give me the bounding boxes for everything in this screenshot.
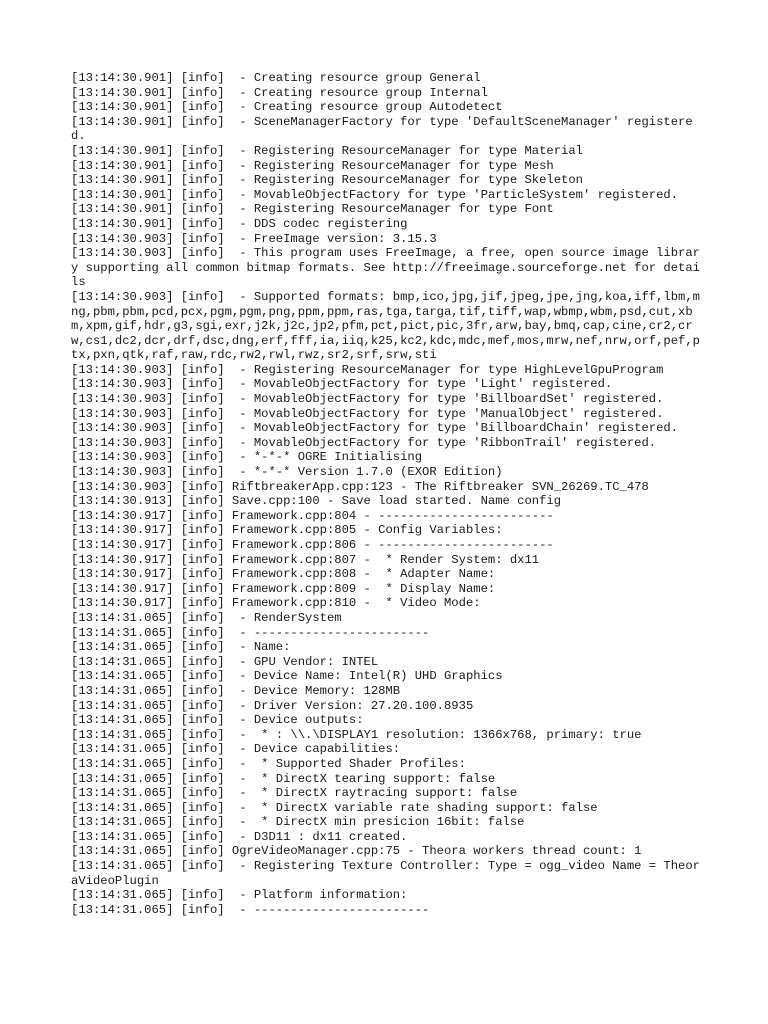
- log-line: [13:14:30.901] [info] - Registering ResourceManager for type Skeleton: [71, 173, 583, 188]
- log-line: [13:14:30.917] [info] Framework.cpp:810 - * Video Mode:: [71, 596, 481, 611]
- log-line: [13:14:30.901] [info] - Registering ResourceManager for type Mesh: [71, 158, 554, 173]
- log-line: [13:14:30.903] [info] - MovableObjectFactory for type 'ManualObject' registered.: [71, 406, 664, 421]
- log-line: [13:14:31.065] [info] OgreVideoManager.cpp:75 - Theora workers thread count: 1: [71, 844, 642, 859]
- log-line: [13:14:31.065] [info] - Device Name: Intel(R) UHD Graphics: [71, 669, 503, 684]
- log-line: [13:14:31.065] [info] - D3D11 : dx11 created.: [71, 829, 408, 844]
- log-page: [71, 71, 701, 917]
- log-line: [13:14:30.917] [info] Framework.cpp:805 - Config Variables:: [71, 523, 503, 538]
- log-line: [13:14:30.913] [info] Save.cpp:100 - Save load started. Name config: [71, 494, 562, 509]
- log-line: [13:14:30.901] [info] - Registering ResourceManager for type Font: [71, 202, 554, 217]
- log-line: [13:14:30.903] [info] - MovableObjectFactory for type 'BillboardSet' registered.: [71, 392, 664, 407]
- log-line: [13:14:31.065] [info] - ------------------------: [71, 902, 430, 917]
- log-line: [13:14:30.901] [info] - Creating resource group Autodetect: [71, 100, 503, 115]
- log-line: [13:14:31.065] [info] - * DirectX variable rate shading support: false: [71, 800, 598, 815]
- log-line: [13:14:30.903] [info] - MovableObjectFactory for type 'BillboardChain' registered.: [71, 421, 679, 436]
- log-line: [13:14:30.903] [info] - Supported formats: bmp,ico,jpg,jif,jpeg,jpe,jng,koa,iff,lbm,mng,pbm,pbm,pcd,pcx,pgm,pgm,png,ppm,ppm,ras,tga,targa,tif,tiff,wap,wbmp,wbm,psd,cut,xbm,xpm,gif,hdr,g3,sgi,exr,j2k,j2c,jp2,pfm,pct,pict,pic,3fr,arw,bay,bmq,cap,cine,cr2,crw,cs1,dc2,dcr,drf,dsc,dng,erf,fff,ia,iiq,k25,kc2,kdc,mdc,mef,mos,mrw,nef,nrw,orf,pef,ptx,pxn,qtk,raf,raw,rdc,rw2,rwl,rwz,sr2,srf,srw,sti: [71, 289, 700, 363]
- log-line: [13:14:30.903] [info] - MovableObjectFactory for type 'RibbonTrail' registered.: [71, 435, 657, 450]
- log-line: [13:14:31.065] [info] - Platform information:: [71, 888, 408, 903]
- log-line: [13:14:31.065] [info] - * DirectX tearing support: false: [71, 771, 496, 786]
- log-line: [13:14:31.065] [info] - Device Memory: 128MB: [71, 683, 401, 698]
- log-line: [13:14:30.903] [info] - *-*-* Version 1.7.0 (EXOR Edition): [71, 465, 503, 480]
- log-line: [13:14:31.065] [info] - GPU Vendor: INTEL: [71, 654, 379, 669]
- log-line: [13:14:31.065] [info] - * DirectX raytracing support: false: [71, 786, 518, 801]
- log-line: [13:14:30.903] [info] - This program uses FreeImage, a free, open source image library supporting all common bitmap formats. See http://freeimage.sourceforge.net for details: [71, 246, 700, 290]
- log-line: [13:14:31.065] [info] - Device capabilities:: [71, 742, 401, 757]
- log-line: [13:14:30.901] [info] - DDS codec registering: [71, 216, 408, 231]
- log-line: [13:14:30.903] [info] - FreeImage version: 3.15.3: [71, 231, 437, 246]
- log-line: [13:14:31.065] [info] - Driver Version: 27.20.100.8935: [71, 698, 474, 713]
- log-line: [13:14:31.065] [info] - * Supported Shader Profiles:: [71, 756, 466, 771]
- log-line: [13:14:30.901] [info] - SceneManagerFactory for type 'DefaultSceneManager' registered.: [71, 114, 693, 144]
- log-line: [13:14:30.903] [info] - Registering ResourceManager for type HighLevelGpuProgram: [71, 362, 664, 377]
- log-line: [13:14:31.065] [info] - RenderSystem: [71, 610, 342, 625]
- log-line: [13:14:30.901] [info] - MovableObjectFactory for type 'ParticleSystem' registered.: [71, 187, 679, 202]
- log-line: [13:14:30.901] [info] - Registering ResourceManager for type Material: [71, 143, 583, 158]
- log-line: [13:14:31.065] [info] - Registering Texture Controller: Type = ogg_video Name = TheoraVideoPlugin: [71, 859, 700, 888]
- log-line: [13:14:30.903] [info] RiftbreakerApp.cpp:123 - The Riftbreaker SVN_26269.TC_478: [71, 479, 649, 494]
- log-line: [13:14:31.065] [info] - * DirectX min presicion 16bit: false: [71, 815, 525, 830]
- log-line: [13:14:31.065] [info] - ------------------------: [71, 625, 430, 640]
- log-line: [13:14:30.917] [info] Framework.cpp:809 - * Display Name:: [71, 581, 496, 596]
- log-line: [13:14:30.901] [info] - Creating resource group Internal: [71, 85, 488, 100]
- log-line: [13:14:30.903] [info] - *-*-* OGRE Initialising: [71, 450, 423, 465]
- log-line: [13:14:30.901] [info] - Creating resource group General: [71, 71, 481, 85]
- log-line: [13:14:31.065] [info] - * : \\.\DISPLAY1 resolution: 1366x768, primary: true: [71, 727, 642, 742]
- log-line: [13:14:30.917] [info] Framework.cpp:804 - ------------------------: [71, 508, 554, 523]
- log-line: [13:14:31.065] [info] - Device outputs:: [71, 713, 364, 728]
- log-line: [13:14:30.917] [info] Framework.cpp:808 - * Adapter Name:: [71, 567, 496, 582]
- log-line: [13:14:30.917] [info] Framework.cpp:806 - ------------------------: [71, 538, 554, 552]
- log-line: [13:14:31.065] [info] - Name:: [71, 640, 291, 655]
- log-line: [13:14:30.917] [info] Framework.cpp:807 - * Render System: dx11: [71, 552, 540, 567]
- log-line: [13:14:30.903] [info] - MovableObjectFactory for type 'Light' registered.: [71, 377, 613, 392]
